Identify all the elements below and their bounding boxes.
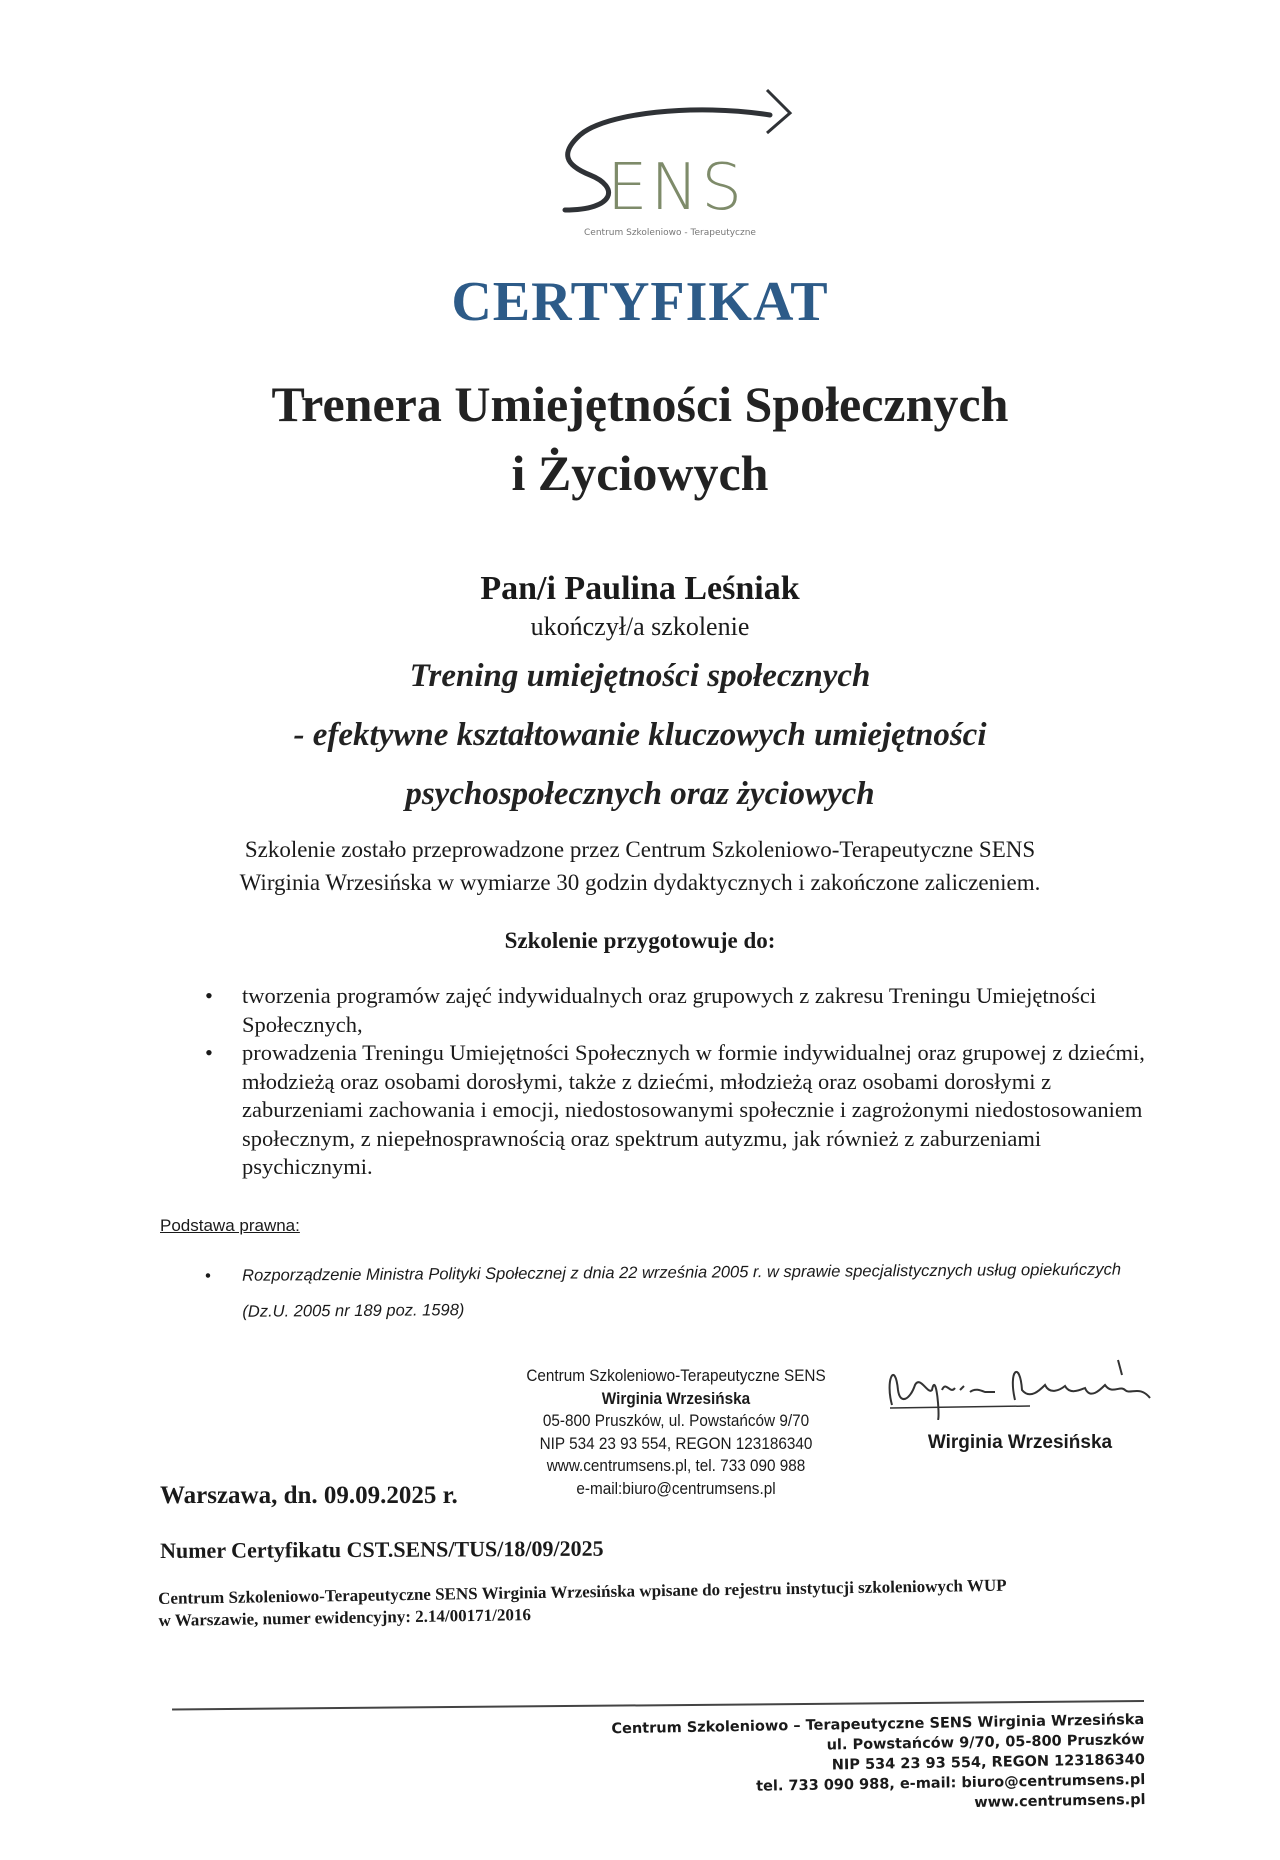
legal-basis-heading: Podstawa prawna: bbox=[160, 1216, 300, 1235]
stamp-line: 05-800 Pruszków, ul. Powstańców 9/70 bbox=[542, 1411, 810, 1430]
company-stamp bbox=[491, 1365, 862, 1500]
certificate-heading: CERTYFIKAT bbox=[451, 271, 829, 333]
list-item: • tworzenia programów zajęć indywidualnych oraz grupowych z zakresu Treningu Umiejętności Społecznych, bbox=[205, 982, 1145, 1039]
prepares-heading: Szkolenie przygotowuje do: bbox=[504, 928, 776, 953]
list-item: • prowadzenia Treningu Umiejętności Społecznych w formie indywidualnej oraz grupowej z dziećmi, młodzieżą oraz osobami dorosłymi, także z dziećmi, młodzieżą oraz osobami dorosłymi z zaburzeniami zachowania i emocji, niedostosowanymi społecznie i zagrożonymi niedostosowaniem społecznym, z niepełnosprawnością oraz spektrum autyzmu, jak również z zaburzeniami psychicznymi. bbox=[205, 1039, 1145, 1182]
footer-line: Centrum Szkoleniowo – Terapeutyczne SENS Wirginia Wrzesińska bbox=[611, 1711, 1145, 1738]
logo-tagline: Centrum Szkoleniowo - Terapeutyczne bbox=[584, 228, 756, 238]
title-line: Trenera Umiejętności Społecznych bbox=[271, 376, 1009, 432]
certificate-number: Numer Certyfikatu CST.SENS/TUS/18/09/2025 bbox=[160, 1535, 604, 1563]
legal-basis-item: • Rozporządzenie Ministra Polityki Społecznej z dnia 22 września 2005 r. w sprawie specjalistycznych usług opiekuńczych (Dz.U. 2005 nr 189 poz. 1598) bbox=[205, 1251, 1142, 1330]
stamp-line: Centrum Szkoleniowo-Terapeutyczne SENS bbox=[526, 1366, 826, 1385]
signatory-name: Wirginia Wrzesińska bbox=[927, 1432, 1113, 1453]
prepares-list bbox=[205, 982, 1145, 1182]
footer-address bbox=[560, 1710, 1146, 1820]
handwritten-signature bbox=[880, 1350, 1165, 1420]
registry-info bbox=[158, 1572, 1159, 1632]
course-title-line: psychospołecznych oraz życiowych bbox=[405, 776, 875, 812]
description-line: Wirginia Wrzesińska w wymiarze 30 godzin dydaktycznych i zakończone zaliczeniem. bbox=[239, 870, 1041, 895]
stamp-line: e-mail:biuro@centrumsens.pl bbox=[576, 1478, 776, 1498]
footer-line: NIP 534 23 93 554, REGON 123186340 bbox=[831, 1751, 1146, 1774]
footer-line: www.centrumsens.pl bbox=[974, 1791, 1146, 1811]
footer-line: tel. 733 090 988, e-mail: biuro@centrumsens.pl bbox=[756, 1771, 1146, 1795]
svg-text:ENS: ENS bbox=[607, 151, 745, 225]
sens-logo bbox=[545, 85, 795, 245]
description-line: Szkolenie zostało przeprowadzone przez Centrum Szkoleniowo-Terapeutyczne SENS bbox=[244, 837, 1036, 862]
course-title-line: - efektywne kształtowanie kluczowych umiejętności bbox=[293, 717, 987, 753]
completed-text: ukończył/a szkolenie bbox=[530, 612, 750, 641]
stamp-line: NIP 534 23 93 554, REGON 123186340 bbox=[539, 1433, 813, 1453]
title-line: i Życiowych bbox=[511, 445, 769, 501]
stamp-line: Wirginia Wrzesińska bbox=[601, 1388, 751, 1408]
recipient-name: Pan/i Paulina Leśniak bbox=[480, 570, 800, 607]
registry-line: w Warszawie, numer ewidencyjny: 2.14/00171/2016 bbox=[158, 1605, 532, 1630]
stamp-line: www.centrumsens.pl, tel. 733 090 988 bbox=[546, 1456, 806, 1475]
footer-divider bbox=[172, 1700, 1144, 1710]
place-date: Warszawa, dn. 09.09.2025 r. bbox=[160, 1482, 458, 1509]
registry-line: Centrum Szkoleniowo-Terapeutyczne SENS Wirginia Wrzesińska wpisane do rejestru instytucji szkoleniowych WUP bbox=[158, 1575, 1007, 1608]
course-title-line: Trening umiejętności społecznych bbox=[409, 658, 871, 694]
footer-line: ul. Powstańców 9/70, 05-800 Pruszków bbox=[826, 1731, 1145, 1754]
